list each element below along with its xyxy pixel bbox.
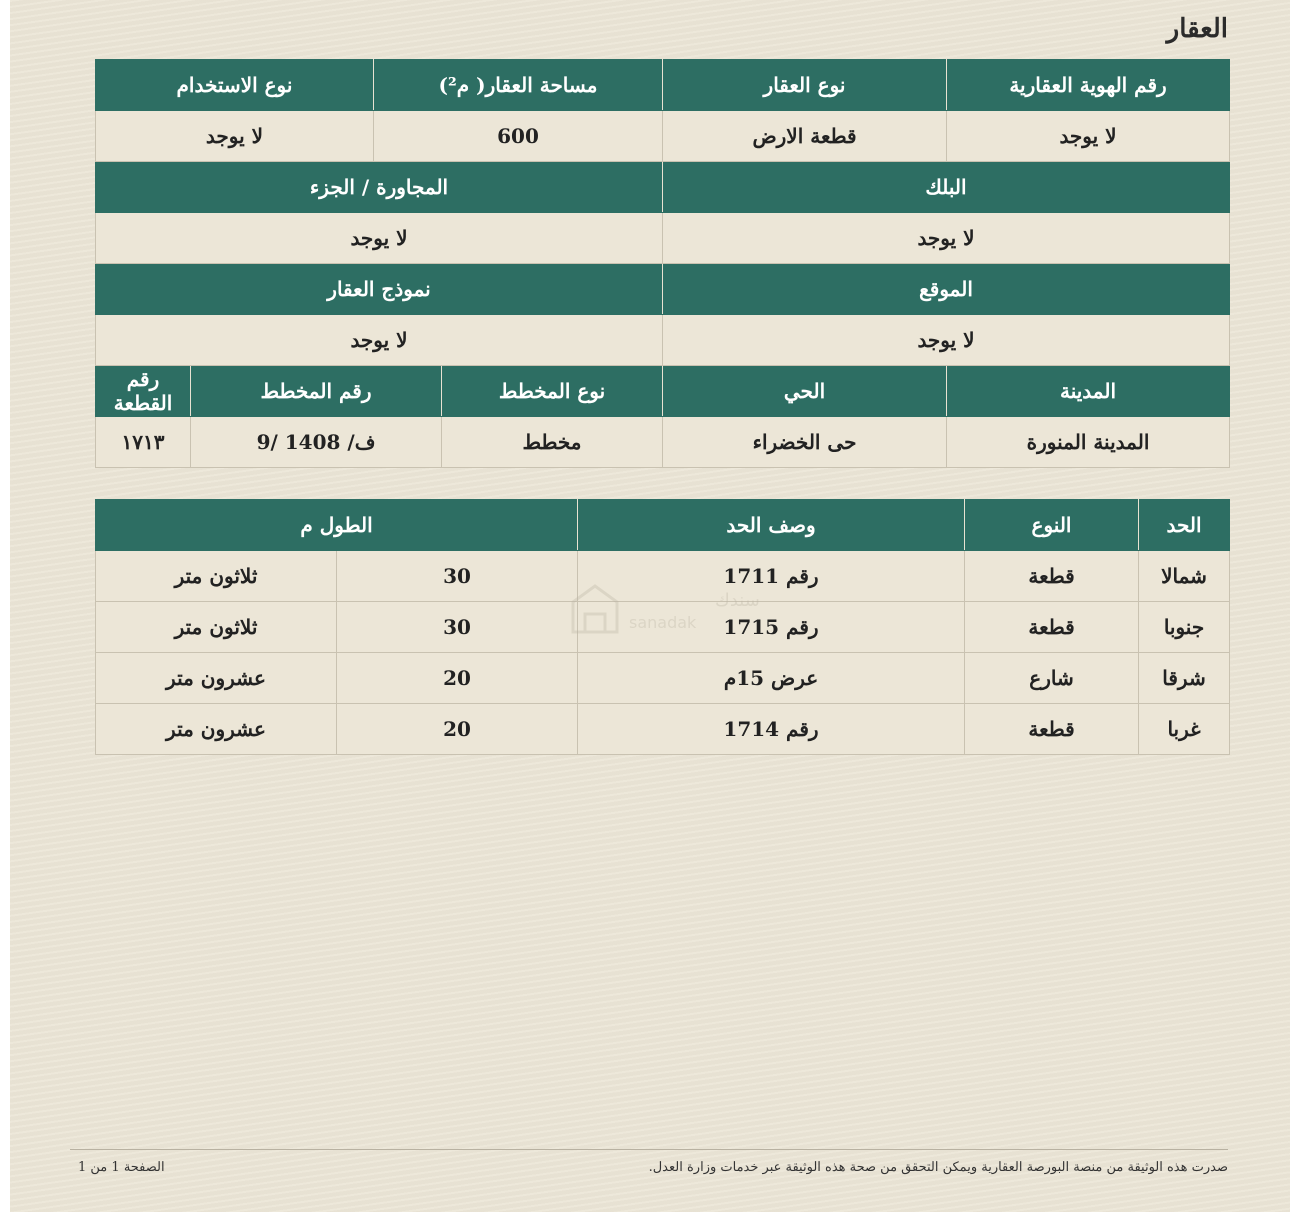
watermark-arabic: سندك <box>715 590 760 611</box>
value-plan-type: مخطط <box>442 417 663 468</box>
location-header-row <box>96 264 1230 315</box>
boundary-length-words: عشرون متر <box>96 653 337 704</box>
boundary-type: قطعة <box>965 551 1139 602</box>
header-district: الحي <box>663 366 947 417</box>
header-boundary-type: النوع <box>965 500 1139 551</box>
value-neighborhood-part: لا يوجد <box>96 213 663 264</box>
city-header-row <box>96 366 1230 417</box>
boundary-description: رقم 1711 <box>578 551 965 602</box>
document-page <box>10 0 1290 1212</box>
header-boundary: الحد <box>1139 500 1230 551</box>
value-usage-type: لا يوجد <box>96 111 374 162</box>
value-property-type: قطعة الارض <box>663 111 947 162</box>
value-property-model: لا يوجد <box>96 315 663 366</box>
block-value-row <box>96 213 1230 264</box>
value-plan-number: ف/ 1408 /9 <box>191 417 442 468</box>
table-row <box>96 551 1230 602</box>
property-table <box>95 59 1230 468</box>
city-value-row <box>96 417 1230 468</box>
boundary-type: قطعة <box>965 704 1139 755</box>
header-property-type: نوع العقار <box>663 60 947 111</box>
header-neighborhood-part: المجاورة / الجزء <box>96 162 663 213</box>
value-property-id: لا يوجد <box>947 111 1230 162</box>
boundary-length: 20 <box>337 704 578 755</box>
header-plan-type: نوع المخطط <box>442 366 663 417</box>
header-property-model: نموذج العقار <box>96 264 663 315</box>
boundary-description: عرض 15م <box>578 653 965 704</box>
header-block: البلك <box>663 162 1230 213</box>
watermark-latin: sanadak <box>629 613 697 632</box>
page-number: الصفحة 1 من 1 <box>78 1160 165 1175</box>
boundary-description: رقم 1715 <box>578 602 965 653</box>
boundary-length-words: ثلاثون متر <box>96 602 337 653</box>
value-location: لا يوجد <box>663 315 1230 366</box>
header-boundary-description: وصف الحد <box>578 500 965 551</box>
header-property-area: مساحة العقار( م²) <box>374 60 663 111</box>
boundary-length: 30 <box>337 551 578 602</box>
header-usage-type: نوع الاستخدام <box>96 60 374 111</box>
boundary-description: رقم 1714 <box>578 704 965 755</box>
value-property-area: 600 <box>374 111 663 162</box>
header-plot-number: رقم القطعة <box>96 366 191 417</box>
boundary-type: قطعة <box>965 602 1139 653</box>
table-row <box>96 602 1230 653</box>
header-plan-number: رقم المخطط <box>191 366 442 417</box>
footer-note: صدرت هذه الوثيقة من منصة البورصة العقارية ويمكن التحقق من صحة هذه الوثيقة عبر خدمات وزارة العدل. <box>648 1160 1228 1175</box>
location-value-row <box>96 315 1230 366</box>
property-value-row <box>96 111 1230 162</box>
boundary-side: شرقا <box>1139 653 1230 704</box>
property-header-row <box>96 60 1230 111</box>
boundary-type: شارع <box>965 653 1139 704</box>
section-title: العقار <box>1166 14 1228 44</box>
boundary-length-words: ثلاثون متر <box>96 551 337 602</box>
table-row <box>96 653 1230 704</box>
header-location: الموقع <box>663 264 1230 315</box>
header-boundary-length: الطول م <box>96 500 578 551</box>
table-row <box>96 704 1230 755</box>
boundary-length-words: عشرون متر <box>96 704 337 755</box>
header-property-id: رقم الهوية العقارية <box>947 60 1230 111</box>
footer-divider <box>70 1149 1228 1150</box>
value-plot-number: ١٧١٣ <box>96 417 191 468</box>
boundaries-table <box>95 499 1230 755</box>
boundary-side: جنوبا <box>1139 602 1230 653</box>
value-block: لا يوجد <box>663 213 1230 264</box>
boundary-length: 20 <box>337 653 578 704</box>
boundary-side: شمالا <box>1139 551 1230 602</box>
value-district: حى الخضراء <box>663 417 947 468</box>
boundary-side: غربا <box>1139 704 1230 755</box>
header-city: المدينة <box>947 366 1230 417</box>
value-city: المدينة المنورة <box>947 417 1230 468</box>
block-header-row <box>96 162 1230 213</box>
boundary-length: 30 <box>337 602 578 653</box>
boundaries-header-row <box>96 500 1230 551</box>
